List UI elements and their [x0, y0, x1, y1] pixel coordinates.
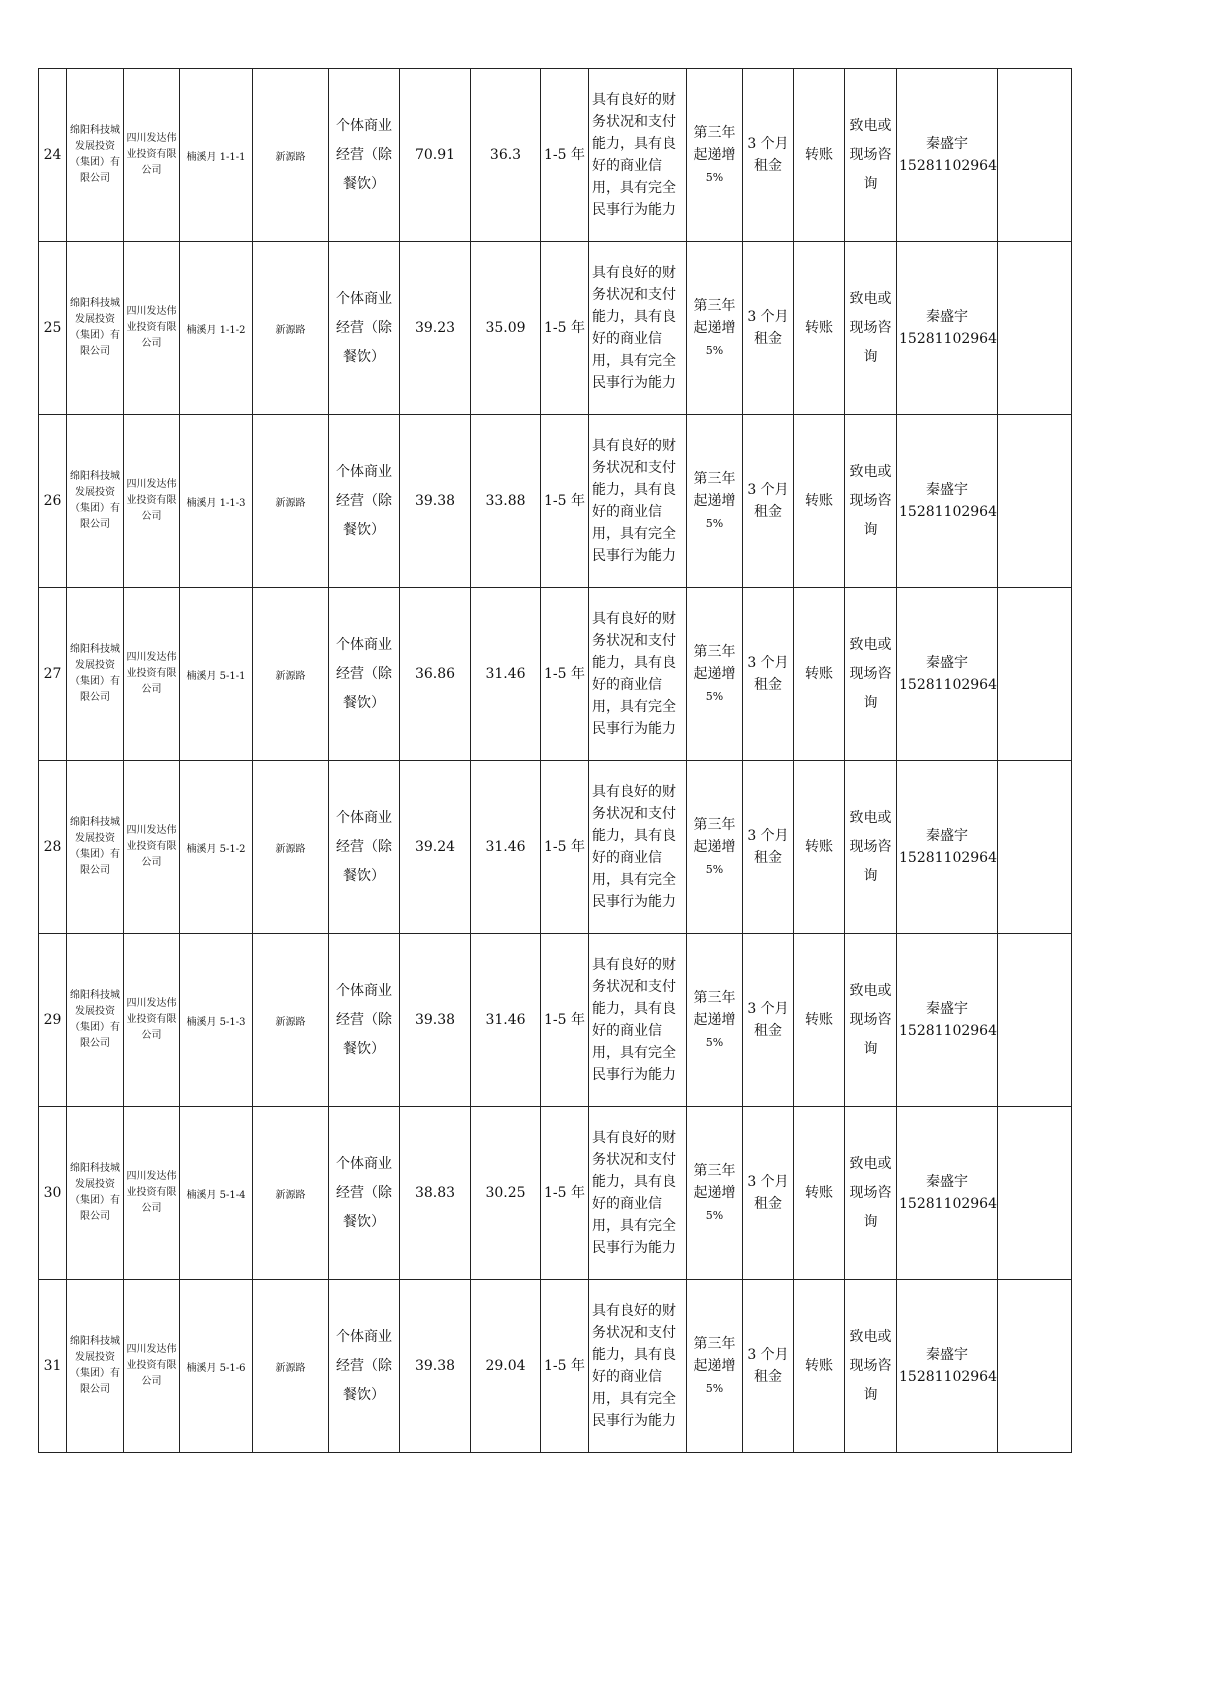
increase-pct-text: 5% [705, 170, 724, 184]
requirement-text: 具有良好的财务状况和支付能力，具有良好的商业信用，具有完全民事行为能力 [592, 611, 676, 737]
inquiry-text: 致电或 现场咨 询 [849, 982, 892, 1057]
lessor-cell [67, 242, 124, 415]
price-cell [471, 934, 541, 1107]
location-text: 新源路 [275, 1189, 306, 1201]
price-cell [471, 1280, 541, 1453]
area-text: 39.38 [414, 1357, 456, 1374]
remark-cell [998, 588, 1072, 761]
use-text: 个体商业 经营（除 餐饮） [336, 117, 392, 192]
deposit-text: 3 个月 租金 [747, 1174, 789, 1212]
location-text: 新源路 [275, 1016, 306, 1028]
lessor-cell [67, 588, 124, 761]
requirement-text: 具有良好的财务状况和支付能力，具有良好的商业信用，具有完全民事行为能力 [592, 92, 676, 218]
use-text: 个体商业 经营（除 餐饮） [336, 463, 392, 538]
unit-text: 楠溪月 5-1-2 [186, 843, 246, 855]
term-text: 1-5 年 [544, 838, 585, 855]
lessor-text: 绵阳科技城 发展投资 （集团）有 限公司 [70, 471, 120, 530]
lessor-cell [67, 761, 124, 934]
row-number-cell [39, 415, 67, 588]
payment-text: 转账 [805, 146, 833, 163]
increase-pct-text: 5% [705, 516, 724, 530]
requirement-cell [589, 588, 687, 761]
inquiry-text: 致电或 现场咨 询 [849, 1328, 892, 1403]
requirement-text: 具有良好的财务状况和支付能力，具有良好的商业信用，具有完全民事行为能力 [592, 957, 676, 1083]
remark-cell [998, 1280, 1072, 1453]
location-cell [253, 1107, 329, 1280]
inquiry-text: 致电或 现场咨 询 [849, 809, 892, 884]
increase-cell [687, 1280, 743, 1453]
deposit-cell [743, 69, 794, 242]
area-text: 38.83 [414, 1184, 456, 1201]
location-text: 新源路 [275, 324, 306, 336]
lessor-text: 绵阳科技城 发展投资 （集团）有 限公司 [70, 125, 120, 184]
contact-cell [897, 588, 998, 761]
contact-name-text: 秦盛宇 [926, 1347, 968, 1363]
term-text: 1-5 年 [544, 1011, 585, 1028]
lessor-cell [67, 415, 124, 588]
contact-name-text: 秦盛宇 [926, 828, 968, 844]
contact-phone-text: 15281102964 [899, 158, 997, 174]
contact-cell [897, 761, 998, 934]
deposit-cell [743, 1280, 794, 1453]
table-row [39, 415, 1072, 588]
unit-cell [180, 415, 253, 588]
deposit-cell [743, 415, 794, 588]
contact-cell [897, 242, 998, 415]
increase-cell [687, 242, 743, 415]
table-row [39, 1280, 1072, 1453]
price-cell [471, 69, 541, 242]
area-text: 39.23 [414, 319, 456, 336]
lessor-text: 绵阳科技城 发展投资 （集团）有 限公司 [70, 817, 120, 876]
inquiry-text: 致电或 现场咨 询 [849, 117, 892, 192]
contact-phone-text: 15281102964 [899, 1023, 997, 1039]
rental-listing-table [38, 68, 1072, 1453]
contact-name-text: 秦盛宇 [926, 655, 968, 671]
area-text: 39.38 [414, 1011, 456, 1028]
price-text: 33.88 [485, 492, 526, 509]
no-text: 29 [43, 1011, 62, 1028]
contact-name-text: 秦盛宇 [926, 482, 968, 498]
increase-text: 第三年 起递增 [693, 1162, 736, 1201]
operator-text: 四川发达伟 业投资有限 公司 [126, 306, 177, 349]
remark-cell [998, 242, 1072, 415]
area-cell [400, 934, 471, 1107]
unit-text: 楠溪月 1-1-1 [186, 151, 246, 163]
operator-text: 四川发达伟 业投资有限 公司 [126, 998, 177, 1041]
price-text: 29.04 [485, 1357, 526, 1374]
term-cell [541, 69, 589, 242]
lessor-text: 绵阳科技城 发展投资 （集团）有 限公司 [70, 298, 120, 357]
location-cell [253, 242, 329, 415]
area-cell [400, 588, 471, 761]
term-cell [541, 1107, 589, 1280]
lessor-cell [67, 934, 124, 1107]
contact-phone-text: 15281102964 [899, 850, 997, 866]
deposit-cell [743, 1107, 794, 1280]
operator-text: 四川发达伟 业投资有限 公司 [126, 133, 177, 176]
unit-text: 楠溪月 5-1-6 [186, 1362, 246, 1374]
use-text: 个体商业 经营（除 餐饮） [336, 290, 392, 365]
price-cell [471, 588, 541, 761]
operator-cell [124, 1280, 180, 1453]
inquiry-text: 致电或 现场咨 询 [849, 1155, 892, 1230]
price-cell [471, 1107, 541, 1280]
term-cell [541, 934, 589, 1107]
deposit-cell [743, 761, 794, 934]
contact-phone-text: 15281102964 [899, 331, 997, 347]
contact-cell [897, 69, 998, 242]
location-text: 新源路 [275, 843, 306, 855]
remark-cell [998, 415, 1072, 588]
deposit-text: 3 个月 租金 [747, 136, 789, 174]
unit-cell [180, 1280, 253, 1453]
no-text: 24 [43, 146, 62, 163]
rental-listing-sheet [38, 68, 1071, 1453]
increase-cell [687, 1107, 743, 1280]
contact-name-text: 秦盛宇 [926, 309, 968, 325]
increase-text: 第三年 起递增 [693, 470, 736, 509]
increase-cell [687, 588, 743, 761]
location-cell [253, 69, 329, 242]
term-text: 1-5 年 [544, 665, 585, 682]
term-cell [541, 588, 589, 761]
location-cell [253, 1280, 329, 1453]
payment-text: 转账 [805, 1011, 833, 1028]
contact-cell [897, 1107, 998, 1280]
unit-cell [180, 1107, 253, 1280]
table-row [39, 761, 1072, 934]
lessor-cell [67, 1107, 124, 1280]
deposit-text: 3 个月 租金 [747, 655, 789, 693]
price-text: 31.46 [485, 1011, 526, 1028]
contact-phone-text: 15281102964 [899, 1369, 997, 1385]
no-text: 31 [43, 1357, 62, 1374]
payment-text: 转账 [805, 319, 833, 336]
term-text: 1-5 年 [544, 1357, 585, 1374]
contact-name-text: 秦盛宇 [926, 1174, 968, 1190]
operator-cell [124, 415, 180, 588]
inquiry-cell [845, 242, 897, 415]
operator-text: 四川发达伟 业投资有限 公司 [126, 1171, 177, 1214]
contact-phone-text: 15281102964 [899, 504, 997, 520]
area-cell [400, 1107, 471, 1280]
remark-cell [998, 69, 1072, 242]
requirement-text: 具有良好的财务状况和支付能力，具有良好的商业信用，具有完全民事行为能力 [592, 784, 676, 910]
no-text: 25 [43, 319, 62, 336]
increase-text: 第三年 起递增 [693, 1335, 736, 1374]
unit-text: 楠溪月 1-1-2 [186, 324, 246, 336]
deposit-text: 3 个月 租金 [747, 309, 789, 347]
lessor-cell [67, 69, 124, 242]
use-cell [329, 934, 400, 1107]
deposit-text: 3 个月 租金 [747, 482, 789, 520]
row-number-cell [39, 242, 67, 415]
table-row [39, 1107, 1072, 1280]
inquiry-cell [845, 1107, 897, 1280]
price-text: 36.3 [489, 146, 522, 163]
requirement-cell [589, 242, 687, 415]
operator-cell [124, 934, 180, 1107]
payment-cell [794, 934, 845, 1107]
area-text: 39.24 [414, 838, 456, 855]
term-text: 1-5 年 [544, 146, 585, 163]
increase-cell [687, 69, 743, 242]
lessor-text: 绵阳科技城 发展投资 （集团）有 限公司 [70, 644, 120, 703]
remark-cell [998, 934, 1072, 1107]
payment-text: 转账 [805, 838, 833, 855]
table-body [39, 69, 1072, 1453]
inquiry-cell [845, 69, 897, 242]
requirement-cell [589, 69, 687, 242]
table-row [39, 69, 1072, 242]
area-cell [400, 69, 471, 242]
payment-text: 转账 [805, 1357, 833, 1374]
increase-pct-text: 5% [705, 1208, 724, 1222]
use-cell [329, 1280, 400, 1453]
area-cell [400, 761, 471, 934]
lessor-text: 绵阳科技城 发展投资 （集团）有 限公司 [70, 1163, 120, 1222]
increase-text: 第三年 起递增 [693, 989, 736, 1028]
unit-text: 楠溪月 1-1-3 [186, 497, 246, 509]
term-cell [541, 415, 589, 588]
no-text: 28 [43, 838, 62, 855]
requirement-cell [589, 1280, 687, 1453]
operator-text: 四川发达伟 业投资有限 公司 [126, 652, 177, 695]
no-text: 27 [43, 665, 62, 682]
inquiry-cell [845, 761, 897, 934]
area-text: 70.91 [414, 146, 456, 163]
unit-text: 楠溪月 5-1-3 [186, 1016, 246, 1028]
operator-cell [124, 588, 180, 761]
term-text: 1-5 年 [544, 1184, 585, 1201]
operator-cell [124, 761, 180, 934]
location-cell [253, 415, 329, 588]
unit-cell [180, 934, 253, 1107]
lessor-text: 绵阳科技城 发展投资 （集团）有 限公司 [70, 1336, 120, 1395]
increase-pct-text: 5% [705, 343, 724, 357]
payment-cell [794, 588, 845, 761]
unit-text: 楠溪月 5-1-1 [186, 670, 246, 682]
no-text: 26 [43, 492, 62, 509]
payment-cell [794, 242, 845, 415]
deposit-cell [743, 588, 794, 761]
requirement-cell [589, 934, 687, 1107]
requirement-text: 具有良好的财务状况和支付能力，具有良好的商业信用，具有完全民事行为能力 [592, 1130, 676, 1256]
requirement-text: 具有良好的财务状况和支付能力，具有良好的商业信用，具有完全民事行为能力 [592, 1303, 676, 1429]
requirement-cell [589, 761, 687, 934]
deposit-text: 3 个月 租金 [747, 1347, 789, 1385]
operator-cell [124, 242, 180, 415]
term-text: 1-5 年 [544, 319, 585, 336]
no-text: 30 [43, 1184, 62, 1201]
term-cell [541, 1280, 589, 1453]
payment-cell [794, 415, 845, 588]
lessor-text: 绵阳科技城 发展投资 （集团）有 限公司 [70, 990, 120, 1049]
unit-cell [180, 588, 253, 761]
payment-cell [794, 761, 845, 934]
deposit-text: 3 个月 租金 [747, 1001, 789, 1039]
increase-text: 第三年 起递增 [693, 124, 736, 163]
lessor-cell [67, 1280, 124, 1453]
use-text: 个体商业 经营（除 餐饮） [336, 982, 392, 1057]
table-row [39, 588, 1072, 761]
location-text: 新源路 [275, 1362, 306, 1374]
inquiry-text: 致电或 现场咨 询 [849, 290, 892, 365]
increase-pct-text: 5% [705, 689, 724, 703]
inquiry-cell [845, 1280, 897, 1453]
deposit-text: 3 个月 租金 [747, 828, 789, 866]
contact-name-text: 秦盛宇 [926, 1001, 968, 1017]
operator-text: 四川发达伟 业投资有限 公司 [126, 479, 177, 522]
inquiry-cell [845, 934, 897, 1107]
area-cell [400, 1280, 471, 1453]
payment-text: 转账 [805, 492, 833, 509]
use-cell [329, 69, 400, 242]
increase-cell [687, 934, 743, 1107]
location-text: 新源路 [275, 670, 306, 682]
term-cell [541, 761, 589, 934]
location-text: 新源路 [275, 497, 306, 509]
use-cell [329, 415, 400, 588]
increase-text: 第三年 起递增 [693, 297, 736, 336]
area-cell [400, 242, 471, 415]
contact-cell [897, 1280, 998, 1453]
inquiry-cell [845, 415, 897, 588]
contact-phone-text: 15281102964 [899, 677, 997, 693]
payment-text: 转账 [805, 1184, 833, 1201]
use-text: 个体商业 经营（除 餐饮） [336, 1155, 392, 1230]
price-cell [471, 761, 541, 934]
price-text: 31.46 [485, 665, 526, 682]
operator-text: 四川发达伟 业投资有限 公司 [126, 1344, 177, 1387]
increase-pct-text: 5% [705, 1381, 724, 1395]
row-number-cell [39, 934, 67, 1107]
operator-cell [124, 69, 180, 242]
operator-text: 四川发达伟 业投资有限 公司 [126, 825, 177, 868]
row-number-cell [39, 1280, 67, 1453]
remark-cell [998, 1107, 1072, 1280]
unit-cell [180, 69, 253, 242]
increase-text: 第三年 起递增 [693, 816, 736, 855]
location-text: 新源路 [275, 151, 306, 163]
use-text: 个体商业 经营（除 餐饮） [336, 636, 392, 711]
contact-name-text: 秦盛宇 [926, 136, 968, 152]
use-cell [329, 588, 400, 761]
deposit-cell [743, 934, 794, 1107]
payment-cell [794, 69, 845, 242]
requirement-cell [589, 415, 687, 588]
payment-cell [794, 1107, 845, 1280]
contact-cell [897, 415, 998, 588]
use-text: 个体商业 经营（除 餐饮） [336, 1328, 392, 1403]
location-cell [253, 761, 329, 934]
area-text: 36.86 [414, 665, 456, 682]
unit-cell [180, 242, 253, 415]
location-cell [253, 588, 329, 761]
row-number-cell [39, 1107, 67, 1280]
inquiry-text: 致电或 现场咨 询 [849, 463, 892, 538]
location-cell [253, 934, 329, 1107]
unit-text: 楠溪月 5-1-4 [186, 1189, 246, 1201]
price-text: 31.46 [485, 838, 526, 855]
payment-text: 转账 [805, 665, 833, 682]
area-text: 39.38 [414, 492, 456, 509]
price-text: 30.25 [485, 1184, 526, 1201]
inquiry-text: 致电或 现场咨 询 [849, 636, 892, 711]
unit-cell [180, 761, 253, 934]
price-cell [471, 415, 541, 588]
contact-phone-text: 15281102964 [899, 1196, 997, 1212]
increase-pct-text: 5% [705, 862, 724, 876]
payment-cell [794, 1280, 845, 1453]
price-cell [471, 242, 541, 415]
row-number-cell [39, 588, 67, 761]
contact-cell [897, 934, 998, 1107]
use-cell [329, 761, 400, 934]
requirement-text: 具有良好的财务状况和支付能力，具有良好的商业信用，具有完全民事行为能力 [592, 438, 676, 564]
term-cell [541, 242, 589, 415]
table-row [39, 934, 1072, 1107]
remark-cell [998, 761, 1072, 934]
row-number-cell [39, 69, 67, 242]
term-text: 1-5 年 [544, 492, 585, 509]
inquiry-cell [845, 588, 897, 761]
deposit-cell [743, 242, 794, 415]
requirement-cell [589, 1107, 687, 1280]
use-text: 个体商业 经营（除 餐饮） [336, 809, 392, 884]
increase-text: 第三年 起递增 [693, 643, 736, 682]
operator-cell [124, 1107, 180, 1280]
area-cell [400, 415, 471, 588]
use-cell [329, 1107, 400, 1280]
table-row [39, 242, 1072, 415]
increase-cell [687, 761, 743, 934]
row-number-cell [39, 761, 67, 934]
use-cell [329, 242, 400, 415]
increase-cell [687, 415, 743, 588]
price-text: 35.09 [485, 319, 526, 336]
increase-pct-text: 5% [705, 1035, 724, 1049]
requirement-text: 具有良好的财务状况和支付能力，具有良好的商业信用，具有完全民事行为能力 [592, 265, 676, 391]
